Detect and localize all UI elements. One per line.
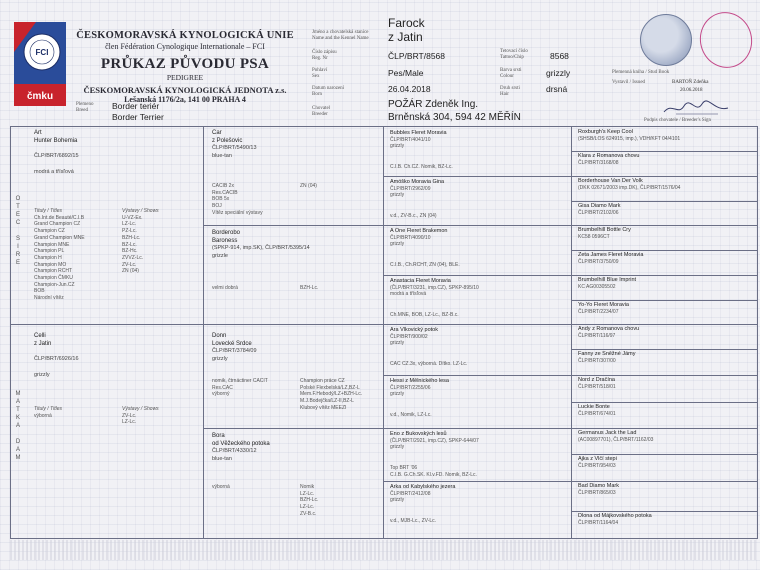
great-grandparent-cell bbox=[578, 404, 616, 417]
stud-book-stamp bbox=[640, 14, 692, 66]
title-item: Champion MO bbox=[34, 261, 67, 268]
breeder-address: Brněnská 304, 594 42 MĚŘÍN bbox=[388, 112, 521, 123]
title-item: Grand Champion MNE bbox=[34, 234, 85, 241]
great-grandparent-reg: (SHSB/LOS 624915, imp.), VDH/KFT 04/4101 bbox=[578, 135, 681, 142]
dog-reg: ČLP/BRT/8568 bbox=[388, 51, 446, 61]
breed-en: Border Terrier bbox=[112, 112, 164, 122]
sire-sire-name1: Car bbox=[212, 130, 222, 136]
show-item: Klubový vítěz MEEZI bbox=[300, 404, 347, 411]
great-grandparent-cell bbox=[578, 129, 680, 142]
sire-dam-titles: velmi dobrá bbox=[212, 285, 238, 291]
title-item: Ch.Int.de Beauté/C.I.B bbox=[34, 214, 85, 221]
issued-label: Vystavil / Issued bbox=[612, 80, 646, 85]
great-grandparent-reg: ČLP/BRT/116/97 bbox=[578, 332, 616, 339]
show-item: Mem.F.Hebodý/LZ+BZH-Lc. bbox=[300, 391, 363, 398]
grandparent-titles: v.d., ZV-B.c., ZN (04) bbox=[390, 213, 437, 220]
sire-shows-list bbox=[122, 208, 159, 302]
title-item: Champion PL bbox=[34, 248, 65, 255]
grandparent-titles: C.I.B., Ch.RCHT, ZN (04), BLE. bbox=[390, 262, 460, 269]
show-item: ZN (04) bbox=[122, 268, 139, 275]
title-item: Champion MNE bbox=[34, 241, 70, 248]
hair-label: Druh srsti Hair bbox=[500, 86, 520, 97]
dam-sire-name1: Donn bbox=[212, 333, 227, 339]
sire-titles-head: Tituly / Titles bbox=[34, 208, 62, 214]
colour-label: Barva srsti Colour bbox=[500, 68, 522, 79]
dog-colour: grizzly bbox=[546, 68, 571, 78]
org-membership: člen Fédération Cynologique Internationale – FCI bbox=[105, 42, 265, 51]
dam-dam-name1: Bora bbox=[212, 433, 225, 439]
sex-label: Pohlaví Sex bbox=[312, 68, 328, 79]
show-item bbox=[122, 295, 159, 302]
great-grandparent-cell bbox=[578, 377, 616, 390]
great-grandparent-reg: ČLP/BRT/518/01 bbox=[578, 383, 616, 390]
title-item: Champion-Jun.CZ bbox=[34, 281, 75, 288]
great-grandparent-name: Roxburgh's Keep Cool bbox=[578, 129, 633, 135]
great-grandparent-reg: ČLP/BRT/954/03 bbox=[578, 462, 616, 469]
title-item: Champion H bbox=[34, 254, 62, 261]
show-item: ZV-B.c. bbox=[300, 510, 317, 517]
grandparent-cell bbox=[390, 278, 479, 319]
great-grandparent-name: Fanny ze Sněžné Jámy bbox=[578, 351, 636, 357]
dog-name-line1: Farock bbox=[388, 16, 425, 30]
great-grandparent-cell bbox=[578, 430, 653, 443]
breed-cz: Border teriér bbox=[112, 101, 160, 111]
great-grandparent-reg: KC AG00305502 bbox=[578, 283, 616, 290]
sire-sire-shows: ZN (04) bbox=[300, 183, 317, 189]
show-item: M.J.Bodejčka/LZ-II,BZ-L bbox=[300, 398, 354, 405]
dam-dam-reg: ČLP/BRT/4330/12 bbox=[212, 448, 257, 454]
dam-dam-titles: výborná bbox=[212, 484, 230, 490]
title-item: výborná bbox=[34, 412, 52, 419]
great-grandparent-name: Bad Diamo Mark bbox=[578, 483, 619, 489]
great-grandparent-cell bbox=[578, 326, 639, 339]
grandparent-titles: CAC CZ.3x, výborná. Dítko. LZ-Lc. bbox=[390, 361, 468, 368]
signature-label: Podpis chovatele / Breeder's Sign bbox=[644, 118, 711, 123]
breed-label: Plemeno Breed bbox=[76, 102, 94, 113]
great-grandparent-name: Yo-Yo Fleret Moravia bbox=[578, 302, 629, 308]
title-item: BOJ bbox=[212, 203, 222, 210]
grandparent-titles: Ch.MNE, BOB, LZ-Lc., BZ-B.c. bbox=[390, 312, 459, 319]
dam-dam-colour: blue-tan bbox=[212, 455, 232, 462]
dam-shows-head: Výstavy / Shows bbox=[122, 406, 159, 412]
sire-cell bbox=[34, 130, 79, 176]
grandparent-name: Hessi z Mělnického lesa bbox=[390, 378, 449, 384]
show-item: Polské Flexbelská/LZ,BZ-L bbox=[300, 384, 360, 391]
great-grandparent-reg: ČLP/BRT/3168/08 bbox=[578, 159, 619, 166]
grandparent-colour: grizzly bbox=[390, 444, 405, 451]
title-item: BOB bbox=[34, 288, 45, 295]
cmku-logo-text: čmku bbox=[26, 91, 54, 102]
show-item: BZ-Lc. bbox=[122, 241, 137, 248]
title-item: Champion ČMKU bbox=[34, 275, 73, 282]
perforation-strip bbox=[10, 540, 758, 560]
dam-sire-reg: ČLP/BRT/3784/09 bbox=[212, 348, 257, 354]
sire-sire-name2: z Polešovic bbox=[212, 137, 243, 144]
sire-name2: Hunter Bohemia bbox=[34, 137, 78, 144]
org-name: ČESKOMORAVSKÁ KYNOLOGICKÁ UNIE bbox=[76, 30, 294, 41]
title-item: Národní vítěz bbox=[34, 295, 64, 302]
great-grandparent-name: Luckie Bonte bbox=[578, 404, 610, 410]
title-item: nomik, čtrnáctiner CACIT bbox=[212, 378, 268, 384]
great-grandparent-reg: ČLP/BRT/3750/09 bbox=[578, 258, 619, 265]
great-grandparent-reg: ČLP/BRT/307/00 bbox=[578, 357, 616, 364]
grandparent-colour: modrá a třísľová bbox=[390, 291, 427, 298]
show-item: BZ-Hc. bbox=[122, 248, 138, 255]
dog-name-line2: z Jatin bbox=[388, 30, 423, 44]
sire-dam-shows: BZH-Lc. bbox=[300, 285, 319, 291]
great-grandparent-cell bbox=[578, 227, 631, 240]
dam-titles-list bbox=[34, 406, 62, 419]
sire-sire-titles bbox=[212, 183, 263, 217]
great-grandparent-cell bbox=[578, 203, 620, 216]
title-item: Champion RCHT bbox=[34, 268, 73, 275]
dam-dam-cell bbox=[212, 433, 270, 463]
name-label: Jméno a chovatelská stanice Name and the Kennel Name bbox=[312, 30, 369, 41]
grandparent-colour: grizzly bbox=[390, 143, 405, 150]
document-subtitle: PEDIGREE bbox=[166, 73, 204, 82]
great-grandparent-reg: (DKK 02671/2003 imp.DK), ČLP/BRT/1576/04 bbox=[578, 184, 681, 191]
tattoo-label: Tetovací číslo Tattoo/Chip bbox=[500, 49, 528, 60]
grandparent-name: Arka od Kabylského jezera bbox=[390, 484, 456, 490]
grandparent-name: Bubbles Fleret Moravia bbox=[390, 130, 447, 136]
dam-titles-head: Tituly / Titles bbox=[34, 406, 62, 412]
great-grandparent-name: Klara z Romanova chovu bbox=[578, 153, 640, 159]
sire-colour: modrá a třísľová bbox=[34, 168, 74, 175]
fci-logo bbox=[14, 22, 66, 84]
grandparent-reg: (ČLP/BRT/2921, imp.CZ), SPKP-644/07 bbox=[390, 437, 479, 444]
dam-reg: ČLP/BRT/6926/16 bbox=[34, 356, 79, 362]
sire-dam-colour: grizzle bbox=[212, 252, 228, 259]
great-grandparent-cell bbox=[578, 302, 629, 315]
breeder-name: POŽÁR Zdeněk Ing. bbox=[388, 99, 479, 110]
sire-dam-cell bbox=[212, 230, 310, 260]
dob-label: Datum narození Born bbox=[312, 86, 345, 97]
great-grandparent-cell bbox=[578, 178, 680, 191]
breeder-signature bbox=[662, 98, 732, 118]
grandparent-cell bbox=[390, 228, 460, 269]
show-item: U-VZ-Ex. bbox=[122, 214, 143, 221]
show-item: ZVVZ-Lc. bbox=[122, 254, 144, 261]
grandparent-colour: grizzly bbox=[390, 192, 405, 199]
grandparent-reg: ČLP/BRT/2412/08 bbox=[390, 490, 431, 497]
title-item: Champion CZ bbox=[34, 228, 65, 235]
great-grandparent-name: Zeta James Fleret Moravia bbox=[578, 252, 644, 258]
sire-sire-reg: ČLP/BRT/5490/13 bbox=[212, 145, 257, 151]
grandparent-reg: (ČLP/BRT/3231, imp.CZ), SPKP-895/10 bbox=[390, 284, 479, 291]
great-grandparent-cell bbox=[578, 483, 619, 496]
grandparent-titles: v.d., MJB-Lc., ZV-Lc. bbox=[390, 518, 437, 525]
grandparent-cell bbox=[390, 130, 453, 171]
show-item: LZ-Lc. bbox=[122, 419, 137, 426]
great-grandparent-cell bbox=[578, 456, 617, 469]
grandparent-titles: Top BRT '06 C.I.B. G.Ch.SK. Kl.v.FD. Nomik, BZ-Lc. bbox=[390, 465, 477, 478]
issue-date: 20.06.2018 bbox=[680, 88, 703, 93]
grandparent-colour: grizzly bbox=[390, 241, 405, 248]
grandparent-cell bbox=[390, 327, 467, 368]
great-grandparent-cell bbox=[578, 252, 643, 265]
grandparent-colour: grizzly bbox=[390, 391, 405, 398]
great-grandparent-name: Andy z Romanova chovu bbox=[578, 326, 640, 332]
great-grandparent-name: Ajka z Vlčí stepi bbox=[578, 456, 617, 462]
grandparent-reg: ČLP/BRT/4041/10 bbox=[390, 136, 431, 143]
sire-shows-head: Výstavy / Shows bbox=[122, 208, 159, 214]
header bbox=[0, 0, 760, 124]
title-item: BOB 5x bbox=[212, 196, 230, 203]
sire-sire-cell bbox=[212, 130, 257, 160]
great-grandparent-name: Dlona od Májkovského potoka bbox=[578, 513, 652, 519]
great-grandparent-name: Borderhouse Van Der Volk bbox=[578, 178, 643, 184]
dog-tattoo: 8568 bbox=[550, 51, 569, 61]
dam-sire-cell bbox=[212, 333, 257, 363]
reg-label: Číslo zápisu Reg. Nr bbox=[312, 50, 337, 61]
great-grandparent-name: Brumbelhill Bottle Cry bbox=[578, 227, 631, 233]
dam-sire-shows bbox=[300, 378, 362, 412]
grandparent-name: Anastacia Fleret Moravia bbox=[390, 278, 451, 284]
dam-dam-shows bbox=[300, 484, 318, 518]
dam-sire-colour: grizzly bbox=[212, 355, 228, 362]
show-item: Nomik bbox=[300, 484, 315, 490]
dam-name2: z Jatin bbox=[34, 340, 52, 347]
great-grandparent-reg: KC58 0596CT bbox=[578, 233, 610, 240]
document-title: PRŮKAZ PŮVODU PSA bbox=[100, 56, 270, 72]
show-item: LZ-Lc. bbox=[122, 221, 137, 228]
issuer-block bbox=[70, 30, 300, 104]
title-item: výborný bbox=[212, 391, 230, 398]
grandparent-name: Eno z Bukovských lesů bbox=[390, 431, 447, 437]
issuer-name: ČESKOMORAVSKÁ KYNOLOGICKÁ JEDNOTA z.s. bbox=[83, 85, 287, 95]
great-grandparent-cell bbox=[578, 351, 635, 364]
grandparent-colour: grizzly bbox=[390, 497, 405, 504]
title-item: CACIB 2x bbox=[212, 183, 234, 189]
show-item: LZ-Lc. bbox=[300, 504, 315, 511]
show-item: ZV-Lc. bbox=[122, 261, 137, 268]
sire-reg: ČLP/BRT/6892/15 bbox=[34, 153, 79, 159]
great-grandparent-name: Germanus Jack the Lad bbox=[578, 430, 637, 436]
issuer-address: Lešanská 1176/2a, 141 00 PRAHA 4 bbox=[124, 95, 246, 104]
dam-colour: grizzly bbox=[34, 371, 50, 378]
cmku-logo bbox=[14, 84, 66, 106]
dam-side-label: M A T K A D A M bbox=[15, 391, 21, 461]
dam-dam-name2: od Věžeckého potoka bbox=[212, 440, 270, 447]
grandparent-name: A One Fleret Brakemon bbox=[390, 228, 448, 234]
grandparent-reg: ČLP/BRT/2962/09 bbox=[390, 185, 431, 192]
great-grandparent-cell bbox=[578, 513, 652, 526]
breeder-label: Chovatel Breeder bbox=[312, 106, 331, 117]
dam-shows-list bbox=[122, 406, 159, 426]
show-item: BZH-Lc. bbox=[122, 234, 141, 241]
show-item bbox=[122, 275, 159, 282]
show-item: ZV-Lc. bbox=[122, 412, 137, 419]
show-item: LZ-Lc. bbox=[300, 490, 315, 497]
great-grandparent-reg: ČLP/BRT/865/03 bbox=[578, 489, 616, 496]
grandparent-cell bbox=[390, 378, 449, 419]
grandparent-name: Amóško Moravia Gina bbox=[390, 179, 445, 185]
grandparent-reg: ČLP/BRT/4090/10 bbox=[390, 234, 431, 241]
title-item: Vítěz speciální výstavy bbox=[212, 209, 263, 216]
dog-hair: drsná bbox=[546, 84, 568, 94]
show-item: PZ-Lc. bbox=[122, 228, 137, 235]
dam-cell bbox=[34, 333, 79, 379]
great-grandparent-reg: (AC00897701), ČLP/BRT/1162/03 bbox=[578, 436, 654, 443]
show-item bbox=[122, 282, 159, 289]
great-grandparent-reg: ČLP/BRT/674/01 bbox=[578, 410, 616, 417]
great-grandparent-cell bbox=[578, 277, 636, 290]
fci-logo-text: FCI bbox=[35, 48, 49, 57]
dog-dob: 26.04.2018 bbox=[388, 84, 431, 94]
sire-dam-name2: Baroness bbox=[212, 237, 238, 244]
great-grandparent-name: Brumbelhill Blue Imprint bbox=[578, 277, 637, 283]
grandparent-cell bbox=[390, 484, 455, 525]
great-grandparent-reg: ČLP/BRT/2234/07 bbox=[578, 308, 619, 315]
sire-dam-name1: Borderobo bbox=[212, 230, 241, 236]
grandparent-reg: ČLP/BRT/900/02 bbox=[390, 333, 428, 340]
grandparent-cell bbox=[390, 431, 479, 479]
show-item: BZH-Lc. bbox=[300, 497, 319, 504]
grandparent-name: Ara Vlkovický potok bbox=[390, 327, 438, 333]
sire-dam-reg: (SPKP-914, imp.SK), ČLP/BRT/5395/14 bbox=[212, 245, 310, 251]
stud-book-label: Plemenná kniha / Stud Book bbox=[612, 70, 670, 75]
great-grandparent-reg: ČLP/BRT/1164/04 bbox=[578, 519, 619, 526]
title-item: Res.CAC bbox=[212, 384, 233, 391]
grandparent-cell bbox=[390, 179, 444, 220]
breeder-stamp bbox=[694, 7, 758, 74]
sire-titles-list bbox=[34, 208, 85, 302]
grandparent-colour: grizzly bbox=[390, 340, 405, 347]
great-grandparent-reg: ČLP/BRT/2102/06 bbox=[578, 209, 619, 216]
great-grandparent-name: Gisa Diamo Mark bbox=[578, 203, 621, 209]
title-item: Grand Champion CZ bbox=[34, 221, 81, 228]
show-item bbox=[122, 288, 159, 295]
grandparent-titles: C.I.B. Ch.CZ. Nomik, BZ-Lc. bbox=[390, 164, 453, 171]
show-item: Champion práce CZ bbox=[300, 378, 345, 384]
dam-sire-titles bbox=[212, 378, 268, 398]
great-grandparent-cell bbox=[578, 153, 639, 166]
grandparent-titles: v.d., Nomik, LZ-Lc. bbox=[390, 412, 432, 419]
dam-sire-name2: Lovecké Srdce bbox=[212, 340, 252, 347]
sire-sire-colour: blue-tan bbox=[212, 152, 232, 159]
dam-name1: Celli bbox=[34, 333, 46, 339]
great-grandparent-name: Nord z Dračína bbox=[578, 377, 615, 383]
grandparent-reg: ČLP/BRT/2255/06 bbox=[390, 384, 431, 391]
issued-by: BARTOŇ Zdeňka bbox=[672, 80, 709, 85]
dog-sex: Pes/Male bbox=[388, 68, 424, 78]
sire-name1: Art bbox=[34, 130, 42, 136]
title-item: Res.CACIB bbox=[212, 189, 238, 196]
sire-side-label: O T E C S I R E bbox=[15, 196, 21, 266]
